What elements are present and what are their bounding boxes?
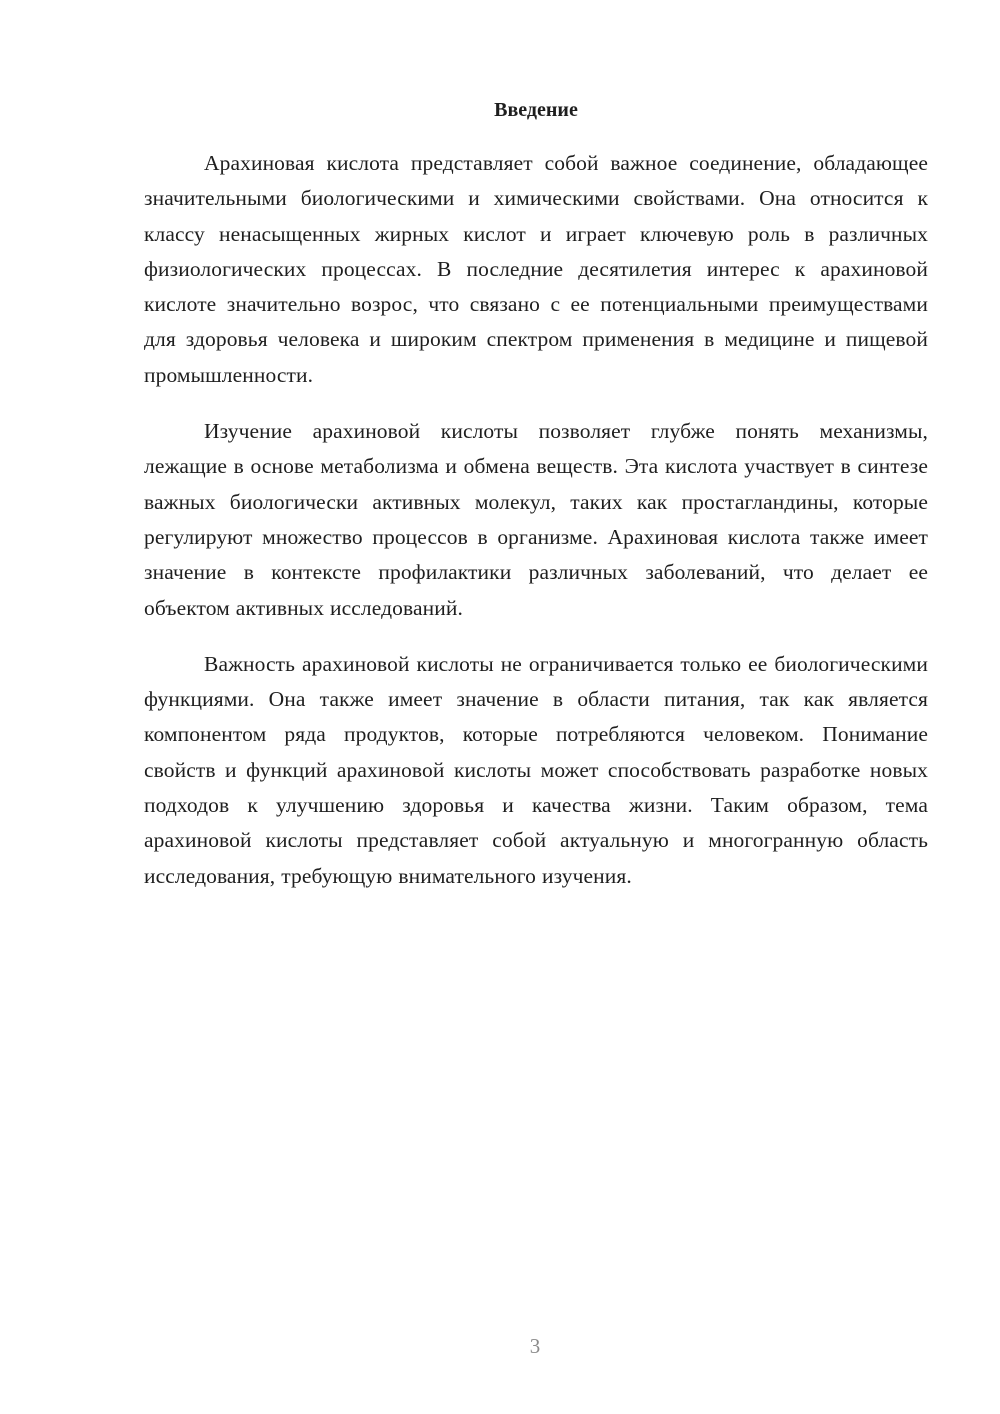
page-content <box>144 96 928 915</box>
paragraph-1: Арахиновая кислота представляет собой важное соединение, обладающее значительными биологическими и химическими свойствами. Она относится к классу ненасыщенных жирных кислот и играет ключевую роль в различных физиологических процессах. В последние десятилетия интерес к арахиновой кислоте значительно возрос, что связано с ее потенциальными преимуществами для здоровья человека и широким спектром применения в медицине и пищевой промышленности. <box>144 151 928 387</box>
paragraph-2: Изучение арахиновой кислоты позволяет глубже понять механизмы, лежащие в основе метаболизма и обмена веществ. Эта кислота участвует в синтезе важных биологически активных молекул, таких как простагландины, которые регулируют множество процессов в организме. Арахиновая кислота также имеет значение в контексте профилактики различных заболеваний, что делает ее объектом активных исследований. <box>144 419 928 620</box>
page-title: Введение <box>494 99 578 121</box>
paragraph-3: Важность арахиновой кислоты не ограничивается только ее биологическими функциями. Она также имеет значение в области питания, так как является компонентом ряда продуктов, которые потребляются человеком. Понимание свойств и функций арахиновой кислоты может способствовать разработке новых подходов к улучшению здоровья и качества жизни. Таким образом, тема арахиновой кислоты представляет собой актуальную и многогранную область исследования, требующую внимательного изучения. <box>144 651 928 888</box>
page-number: 3 <box>529 1334 541 1358</box>
